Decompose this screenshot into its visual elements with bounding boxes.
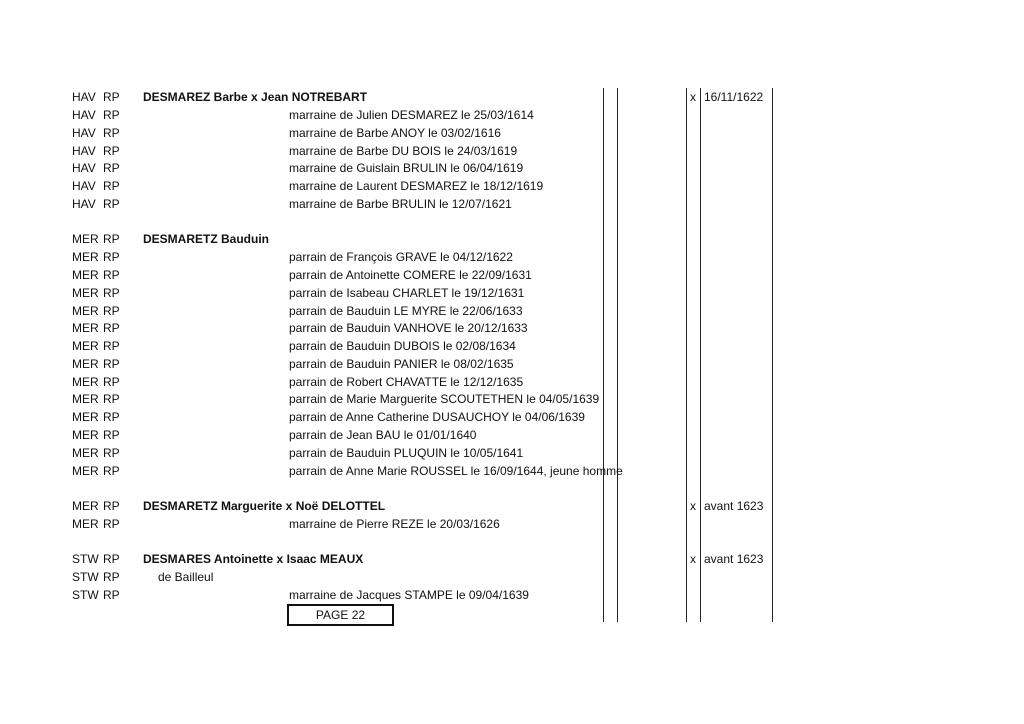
parish-code: MER	[72, 428, 99, 442]
table-row	[0, 284, 1024, 302]
register-type: RP	[103, 375, 120, 389]
parish-code: MER	[72, 357, 99, 371]
baptism-event: parrain de Jean BAU le 01/01/1640	[289, 428, 477, 442]
register-type: RP	[103, 197, 120, 211]
baptism-event: parrain de Anne Marie ROUSSEL le 16/09/1644, jeune homme	[289, 464, 623, 478]
register-type: RP	[103, 179, 120, 193]
register-type: RP	[103, 499, 120, 513]
marriage-date: avant 1623	[704, 499, 764, 513]
register-type: RP	[103, 357, 120, 371]
table-row	[0, 408, 1024, 426]
table-row	[0, 355, 1024, 373]
table-row	[0, 266, 1024, 284]
register-type: RP	[103, 392, 120, 406]
person-name: DESMARES Antoinette x Isaac MEAUX	[143, 552, 364, 566]
register-type: RP	[103, 126, 120, 140]
parish-code: MER	[72, 392, 99, 406]
baptism-event: marraine de Laurent DESMAREZ le 18/12/1619	[289, 179, 544, 193]
register-type: RP	[103, 446, 120, 460]
parish-code: STW	[72, 570, 99, 584]
baptism-event: marraine de Barbe BRULIN le 12/07/1621	[289, 197, 512, 211]
register-type: RP	[103, 268, 120, 282]
parish-code: HAV	[72, 108, 96, 122]
table-row	[0, 550, 1024, 568]
table-row	[0, 195, 1024, 213]
baptism-event: parrain de Anne Catherine DUSAUCHOY le 04/06/1639	[289, 410, 585, 424]
parish-code: MER	[72, 446, 99, 460]
baptism-event: parrain de Isabeau CHARLET le 19/12/1631	[289, 286, 525, 300]
table-row	[0, 159, 1024, 177]
parish-code: MER	[72, 250, 99, 264]
baptism-event: parrain de Robert CHAVATTE le 12/12/1635	[289, 375, 524, 389]
register-type: RP	[103, 90, 120, 104]
register-type: RP	[103, 321, 120, 335]
parish-code: MER	[72, 268, 99, 282]
baptism-event: marraine de Guislain BRULIN le 06/04/1619	[289, 161, 524, 175]
parish-code: MER	[72, 410, 99, 424]
baptism-event: marraine de Barbe DU BOIS le 24/03/1619	[289, 144, 518, 158]
register-type: RP	[103, 232, 120, 246]
register-type: RP	[103, 161, 120, 175]
marriage-date: avant 1623	[704, 552, 764, 566]
register-type: RP	[103, 339, 120, 353]
parish-code: MER	[72, 286, 99, 300]
marriage-date: 16/11/1622	[704, 90, 764, 104]
register-type: RP	[103, 250, 120, 264]
marriage-mark: x	[690, 499, 696, 513]
marriage-mark: x	[690, 552, 696, 566]
baptism-event: parrain de Bauduin PANIER le 08/02/1635	[289, 357, 514, 371]
table-row	[0, 462, 1024, 480]
baptism-event: marraine de Pierre REZE le 20/03/1626	[289, 517, 500, 531]
register-type: RP	[103, 108, 120, 122]
table-row	[0, 515, 1024, 533]
parish-code: HAV	[72, 179, 96, 193]
baptism-event: parrain de Antoinette COMERE le 22/09/1631	[289, 268, 532, 282]
page-number: PAGE 22	[287, 604, 394, 626]
parish-code: HAV	[72, 126, 96, 140]
table-row	[0, 568, 1024, 586]
baptism-event: parrain de François GRAVE le 04/12/1622	[289, 250, 513, 264]
baptism-event: marraine de Julien DESMAREZ le 25/03/1614	[289, 108, 534, 122]
parish-code: MER	[72, 321, 99, 335]
parish-code: MER	[72, 232, 99, 246]
table-row	[0, 177, 1024, 195]
baptism-event: parrain de Bauduin PLUQUIN le 10/05/1641	[289, 446, 524, 460]
person-name: DESMARETZ Marguerite x Noë DELOTTEL	[143, 499, 386, 513]
register-type: RP	[103, 410, 120, 424]
parish-code: MER	[72, 499, 99, 513]
register-type: RP	[103, 552, 120, 566]
origin-note: de Bailleul	[158, 570, 214, 584]
parish-code: MER	[72, 517, 99, 531]
table-row	[0, 337, 1024, 355]
person-name: DESMARETZ Bauduin	[143, 232, 269, 246]
parish-code: MER	[72, 375, 99, 389]
baptism-event: parrain de Bauduin VANHOVE le 20/12/1633	[289, 321, 528, 335]
table-row	[0, 373, 1024, 391]
register-type: RP	[103, 588, 120, 602]
baptism-event: marraine de Barbe ANOY le 03/02/1616	[289, 126, 501, 140]
parish-code: MER	[72, 339, 99, 353]
person-name: DESMAREZ Barbe x Jean NOTREBART	[143, 90, 368, 104]
register-type: RP	[103, 517, 120, 531]
marriage-mark: x	[690, 90, 696, 104]
table-row	[0, 106, 1024, 124]
parish-code: MER	[72, 464, 99, 478]
baptism-event: parrain de Marie Marguerite SCOUTETHEN le 04/05/1639	[289, 392, 600, 406]
register-type: RP	[103, 286, 120, 300]
parish-code: HAV	[72, 144, 96, 158]
parish-code: STW	[72, 588, 99, 602]
table-row	[0, 444, 1024, 462]
table-row	[0, 586, 1024, 604]
parish-code: HAV	[72, 161, 96, 175]
parish-code: HAV	[72, 90, 96, 104]
table-row	[0, 426, 1024, 444]
table-row	[0, 390, 1024, 408]
parish-code: MER	[72, 304, 99, 318]
baptism-event: parrain de Bauduin LE MYRE le 22/06/1633	[289, 304, 523, 318]
baptism-event: parrain de Bauduin DUBOIS le 02/08/1634	[289, 339, 516, 353]
register-type: RP	[103, 464, 120, 478]
table-row	[0, 302, 1024, 320]
parish-code: STW	[72, 552, 99, 566]
table-row	[0, 319, 1024, 337]
register-type: RP	[103, 428, 120, 442]
register-type: RP	[103, 144, 120, 158]
table-row	[0, 248, 1024, 266]
baptism-event: marraine de Jacques STAMPE le 09/04/1639	[289, 588, 529, 602]
table-row	[0, 497, 1024, 515]
register-type: RP	[103, 304, 120, 318]
register-type: RP	[103, 570, 120, 584]
table-row	[0, 142, 1024, 160]
parish-code: HAV	[72, 197, 96, 211]
table-row	[0, 88, 1024, 106]
table-row	[0, 124, 1024, 142]
table-row	[0, 230, 1024, 248]
